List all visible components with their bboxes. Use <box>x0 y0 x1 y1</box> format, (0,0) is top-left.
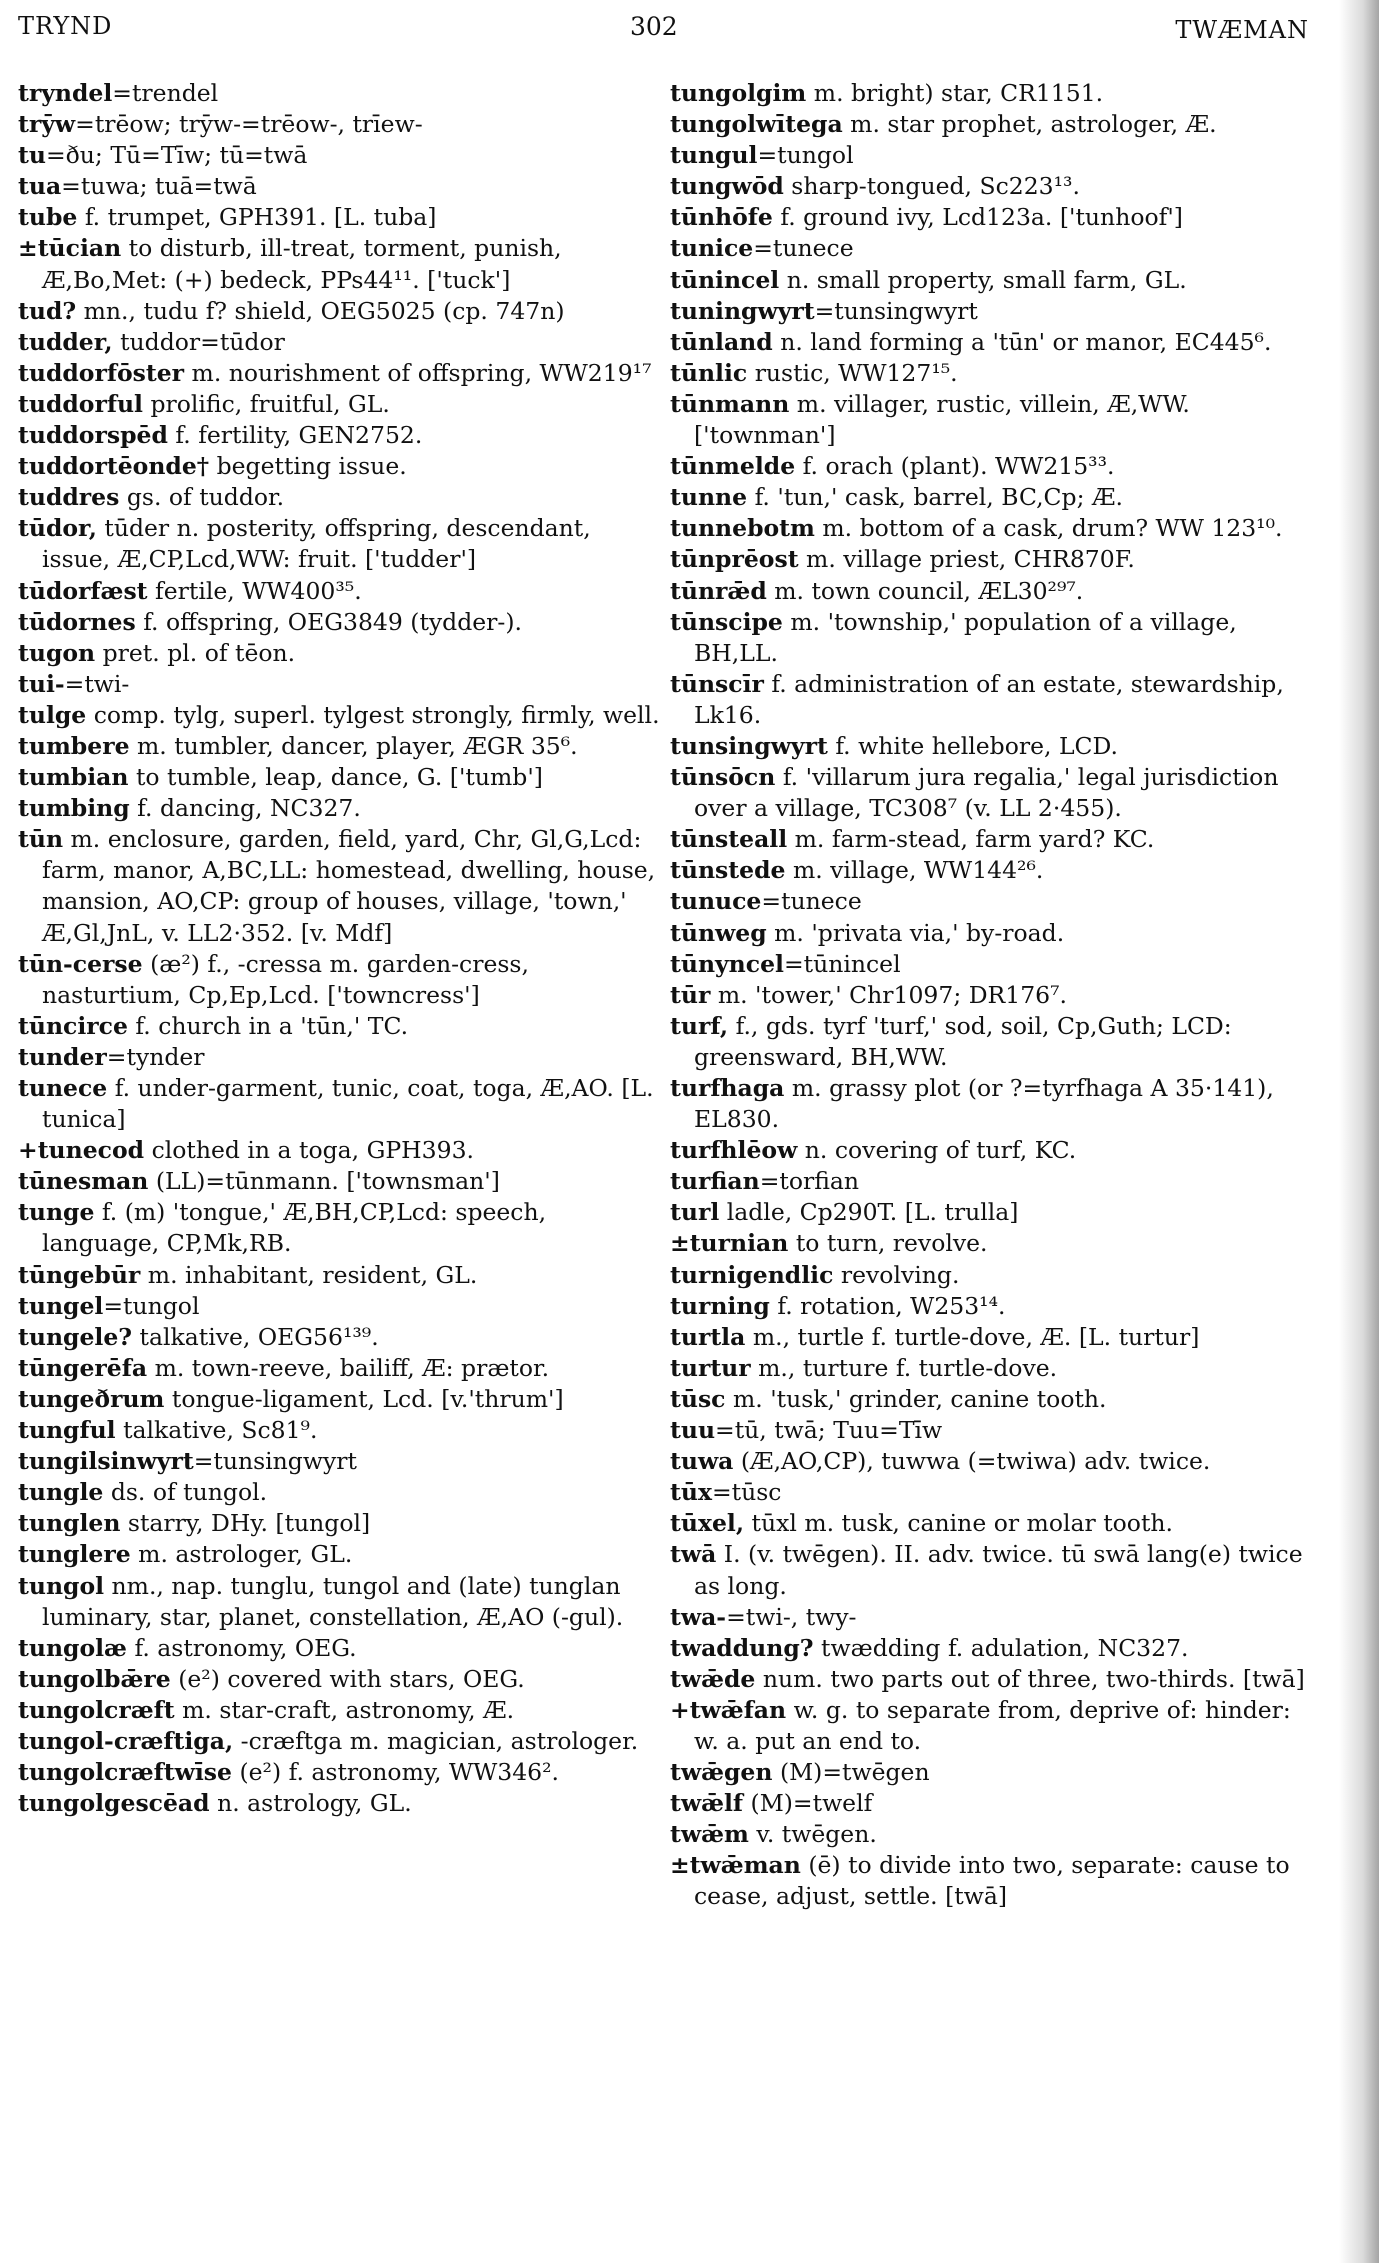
entry-definition: =trēow; trȳw-=trēow-, trīew- <box>75 110 423 139</box>
entry-headword: tūnscipe <box>670 607 783 636</box>
dictionary-entry <box>670 544 1322 575</box>
entry-headword: tūn <box>18 825 64 854</box>
dictionary-entry <box>18 949 666 1011</box>
entry-definition: (M)=twelf <box>750 1789 873 1818</box>
dictionary-entry <box>18 1571 666 1633</box>
entry-definition: f. white hellebore, LCD. <box>835 731 1119 760</box>
entry-definition: f. under-garment, tunic, coat, toga, Æ,AO. [L. tunica] <box>42 1074 662 1134</box>
entry-definition: gs. of tuddor. <box>126 483 285 512</box>
entry-definition: m. village, WW144²⁶. <box>792 856 1044 885</box>
dictionary-entry <box>18 1322 666 1353</box>
dictionary-entry <box>18 109 666 140</box>
entry-definition: f. church in a 'tūn,' TC. <box>135 1011 409 1040</box>
entry-definition: (M)=twēgen <box>779 1758 930 1787</box>
dictionary-entry <box>670 1508 1322 1539</box>
dictionary-entry <box>18 296 666 327</box>
dictionary-entry <box>670 1384 1322 1415</box>
dictionary-entry <box>670 669 1322 731</box>
entry-headword: tunder <box>18 1042 107 1071</box>
entry-headword: tungle <box>18 1478 104 1507</box>
dictionary-entry <box>670 202 1322 233</box>
entry-headword: turfhaga <box>670 1074 785 1102</box>
entry-definition: revolving. <box>840 1260 960 1289</box>
entry-headword: tunglere <box>18 1540 131 1569</box>
dictionary-entry <box>18 420 666 451</box>
entry-headword: tryndel <box>18 79 113 107</box>
entry-definition: comp. tylg, superl. tylgest strongly, firmly, well. <box>93 700 660 729</box>
page-header <box>0 0 1379 70</box>
dictionary-entry <box>670 451 1322 482</box>
dictionary-entry <box>18 1695 666 1726</box>
dictionary-entry <box>18 1633 666 1664</box>
dictionary-entry <box>670 1477 1322 1508</box>
dictionary-entry <box>18 1384 666 1415</box>
left-column <box>18 78 666 1819</box>
entry-definition: m. grassy plot (or ?=tyrfhaga A 35·141), EL830. <box>694 1074 1282 1134</box>
dictionary-entry <box>670 1353 1322 1384</box>
entry-definition: talkative, Sc81⁹. <box>123 1416 318 1445</box>
entry-headword: turl <box>670 1198 720 1227</box>
dictionary-entry <box>670 762 1322 824</box>
entry-definition: =tū, twā; Tuu=Tīw <box>715 1416 943 1445</box>
dictionary-entry <box>18 202 666 233</box>
entry-headword: tūngebūr <box>18 1260 141 1289</box>
dictionary-entry <box>18 1477 666 1508</box>
entry-headword: tuddorfōster <box>18 358 185 387</box>
dictionary-entry <box>670 513 1322 544</box>
dictionary-entry <box>670 949 1322 980</box>
entry-definition: m. star-craft, astronomy, Æ. <box>182 1695 515 1724</box>
entry-definition: tongue-ligament, Lcd. [v.'thrum'] <box>171 1384 564 1413</box>
entry-headword: turning <box>670 1291 770 1320</box>
entry-definition: =trendel <box>112 79 219 107</box>
entry-headword: tunglen <box>18 1509 121 1538</box>
entry-headword: trȳw <box>18 110 76 139</box>
entry-definition: f. astronomy, OEG. <box>134 1633 357 1662</box>
dictionary-entry <box>670 1260 1322 1291</box>
entry-headword: tungeðrum <box>18 1384 165 1413</box>
entry-headword: tūnincel <box>670 265 780 294</box>
dictionary-entry <box>670 389 1322 451</box>
entry-definition: f. ground ivy, Lcd123a. ['tunhoof'] <box>780 203 1183 232</box>
entry-headword: tungele? <box>18 1322 133 1351</box>
entry-definition: (e²) f. astronomy, WW346². <box>239 1758 559 1787</box>
entry-headword: tunge <box>18 1198 95 1227</box>
dictionary-entry <box>670 576 1322 607</box>
entry-definition: n. land forming a 'tūn' or manor, EC445⁶. <box>780 327 1272 356</box>
entry-headword: tuu <box>670 1416 716 1445</box>
entry-headword: tūnlic <box>670 358 748 387</box>
dictionary-entry <box>670 980 1322 1011</box>
entry-headword: tuddorful <box>18 389 143 418</box>
entry-headword: turtur <box>670 1353 751 1382</box>
dictionary-entry <box>18 513 666 575</box>
entry-headword: tuddres <box>18 483 120 512</box>
dictionary-entry <box>18 669 666 700</box>
dictionary-entry <box>670 1322 1322 1353</box>
dictionary-entry <box>18 576 666 607</box>
entry-headword: ±twǣman <box>670 1851 801 1880</box>
entry-definition: m. enclosure, garden, field, yard, Chr, Gl,G,Lcd: farm, manor, A,BC,LL: homestead, dwelling, house, mansion, AO,CP: group of houses, village, 'town,' Æ,Gl,JnL, v. LL2·352. [v. Mdf] <box>42 825 663 947</box>
dictionary-entry <box>18 793 666 824</box>
entry-definition: =tunece <box>753 234 854 263</box>
entry-headword: tūdornes <box>18 607 136 636</box>
dictionary-entry <box>670 482 1322 513</box>
header-last-headword: TWÆMAN <box>1175 16 1309 44</box>
dictionary-entry <box>18 327 666 358</box>
entry-definition: pret. pl. of tēon. <box>102 638 296 667</box>
dictionary-entry <box>670 1788 1322 1819</box>
entry-headword: tūdor, <box>18 514 97 543</box>
entry-definition: v. twēgen. <box>756 1820 877 1849</box>
entry-headword: twā <box>670 1540 717 1569</box>
entry-headword: turfhlēow <box>670 1136 798 1165</box>
entry-headword: tūnesman <box>18 1167 149 1196</box>
dictionary-entry <box>18 233 666 295</box>
entry-headword: tuwa <box>670 1447 734 1476</box>
dictionary-entry <box>18 762 666 793</box>
entry-headword: tūnprēost <box>670 545 799 574</box>
entry-definition: num. two parts out of three, two-thirds. [twā] <box>762 1664 1305 1693</box>
entry-headword: tungol-cræftiga, <box>18 1726 234 1755</box>
dictionary-entry <box>18 638 666 669</box>
entry-headword: tulge <box>18 700 87 729</box>
dictionary-entry <box>670 358 1322 389</box>
dictionary-entry <box>670 1135 1322 1166</box>
entry-definition: w. g. to separate from, deprive of: hinder: w. a. put an end to. <box>694 1695 1299 1755</box>
entry-headword: tungolæ <box>18 1633 127 1662</box>
entry-definition: begetting issue. <box>216 452 407 481</box>
entry-headword: tui- <box>18 669 65 698</box>
dictionary-entry <box>670 1539 1322 1601</box>
entry-headword: tūnmann <box>670 389 790 418</box>
entry-headword: tūncirce <box>18 1011 128 1040</box>
entry-headword: tūnrǣd <box>670 576 767 605</box>
dictionary-entry <box>670 1695 1322 1757</box>
dictionary-entry <box>670 1633 1322 1664</box>
entry-headword: tūn-cerse <box>18 949 143 978</box>
entry-headword: ±turnian <box>670 1229 789 1258</box>
entry-headword: tūnland <box>670 327 773 356</box>
entry-definition: m. 'tower,' Chr1097; DR176⁷. <box>717 980 1067 1009</box>
entry-definition: m. nourishment of offspring, WW219¹⁷ <box>191 358 652 387</box>
dictionary-entry <box>670 1602 1322 1633</box>
entry-definition: talkative, OEG56¹³⁹. <box>139 1322 379 1351</box>
entry-headword: tungolwītega <box>670 110 843 139</box>
entry-headword: tūnscīr <box>670 669 764 698</box>
dictionary-entry <box>18 607 666 638</box>
dictionary-entry <box>18 1508 666 1539</box>
entry-headword: twǣde <box>670 1664 756 1693</box>
entry-headword: twa- <box>670 1602 727 1631</box>
entry-headword: tumbere <box>18 731 130 760</box>
entry-headword: tungol <box>18 1571 105 1600</box>
entry-headword: tua <box>18 172 62 201</box>
entry-definition: n. small property, small farm, GL. <box>786 265 1187 294</box>
entry-headword: turf, <box>670 1011 729 1040</box>
entry-definition: =tynder <box>106 1042 205 1071</box>
entry-definition: =tunsingwyrt <box>814 296 978 325</box>
dictionary-entry <box>670 607 1322 669</box>
entry-headword: tungolcræft <box>18 1695 175 1724</box>
entry-definition: tuddor=tūdor <box>120 327 285 356</box>
dictionary-entry <box>18 389 666 420</box>
entry-definition: =twi- <box>64 669 130 698</box>
entry-definition: f. dancing, NC327. <box>137 794 361 823</box>
dictionary-entry <box>670 1664 1322 1695</box>
dictionary-entry <box>670 1291 1322 1322</box>
entry-headword: tungilsinwyrt <box>18 1447 194 1476</box>
dictionary-entry <box>670 78 1322 109</box>
entry-definition: ds. of tungol. <box>110 1478 268 1507</box>
entry-headword: tūdorfæst <box>18 576 148 605</box>
dictionary-entry <box>670 1197 1322 1228</box>
entry-definition: =tuwa; tuā=twā <box>61 172 257 201</box>
dictionary-entry <box>18 1415 666 1446</box>
entry-headword: tu <box>18 141 46 170</box>
entry-definition: (e²) covered with stars, OEG. <box>178 1664 525 1693</box>
entry-definition: -cræftga m. magician, astrologer. <box>240 1726 639 1755</box>
entry-definition: mn., tudu f? shield, OEG5025 (cp. 747n) <box>83 296 565 325</box>
entry-definition: n. astrology, GL. <box>217 1789 412 1818</box>
entry-headword: tūxel, <box>670 1509 745 1538</box>
entry-headword: tumbian <box>18 763 129 792</box>
entry-definition: =torfian <box>759 1167 860 1196</box>
entry-definition: f. orach (plant). WW215³³. <box>802 452 1115 481</box>
entry-definition: clothed in a toga, GPH393. <box>151 1136 474 1165</box>
entry-headword: tugon <box>18 638 96 667</box>
entry-headword: tuddorspēd <box>18 421 168 450</box>
entry-definition: =tunece <box>761 887 862 916</box>
entry-headword: tungolgim <box>670 79 807 107</box>
entry-definition: m. 'privata via,' by-road. <box>774 918 1065 947</box>
entry-headword: tūx <box>670 1478 712 1507</box>
entry-definition: =twi-, twy- <box>726 1602 857 1631</box>
dictionary-entry <box>18 1135 666 1166</box>
dictionary-entry <box>18 1166 666 1197</box>
entry-definition: m., turture f. turtle-dove. <box>758 1353 1058 1382</box>
entry-definition: prolific, fruitful, GL. <box>150 389 390 418</box>
dictionary-entry <box>670 1415 1322 1446</box>
entry-definition: m. tumbler, dancer, player, ÆGR 35⁶. <box>137 731 578 760</box>
entry-definition: m. villager, rustic, villein, Æ,WW. ['townman'] <box>694 389 1198 450</box>
entry-headword: tungolgescēad <box>18 1789 210 1818</box>
entry-headword: tūnstede <box>670 856 786 885</box>
entry-definition: f. rotation, W253¹⁴. <box>777 1291 1006 1320</box>
entry-definition: m. star prophet, astrologer, Æ. <box>850 110 1217 139</box>
entry-headword: tungwōd <box>670 172 784 201</box>
dictionary-entry <box>670 233 1322 264</box>
dictionary-entry <box>670 1850 1322 1912</box>
entry-headword: +twǣfan <box>670 1695 787 1724</box>
entry-definition: m. astrologer, GL. <box>138 1540 353 1569</box>
entry-definition: m. bottom of a cask, drum? WW 123¹⁰. <box>822 514 1283 543</box>
dictionary-entry <box>18 824 666 948</box>
entry-definition: fertile, WW400³⁵. <box>155 576 362 605</box>
entry-headword: tunne <box>670 483 748 512</box>
entry-headword: tungolcræftwīse <box>18 1758 232 1787</box>
entry-definition: to turn, revolve. <box>795 1229 988 1258</box>
dictionary-entry <box>18 700 666 731</box>
dictionary-entry <box>18 1353 666 1384</box>
entry-definition: f. 'tun,' cask, barrel, BC,Cp; Æ. <box>754 483 1123 512</box>
dictionary-entry <box>670 855 1322 886</box>
dictionary-entry <box>670 140 1322 171</box>
entry-definition: f. (m) 'tongue,' Æ,BH,CP,Lcd: speech, language, CP,Mk,RB. <box>42 1198 554 1258</box>
entry-definition: =tūsc <box>711 1478 782 1507</box>
entry-definition: =tunsingwyrt <box>193 1447 357 1476</box>
dictionary-entry <box>18 1197 666 1259</box>
entry-headword: tūnweg <box>670 918 767 947</box>
dictionary-entry <box>18 1042 666 1073</box>
entry-definition: f. fertility, GEN2752. <box>175 421 423 450</box>
entry-headword: twaddung? <box>670 1633 814 1662</box>
entry-definition: m. farm-stead, farm yard? KC. <box>794 825 1155 854</box>
dictionary-entry <box>670 1446 1322 1477</box>
entry-definition: tūxl m. tusk, canine or molar tooth. <box>751 1509 1173 1538</box>
entry-headword: turtla <box>670 1322 746 1351</box>
entry-definition: (æ²) f., -cressa m. garden-cress, nasturtium, Cp,Ep,Lcd. ['towncress'] <box>42 949 537 1009</box>
dictionary-entry <box>670 1819 1322 1850</box>
dictionary-entry <box>18 1446 666 1477</box>
entry-definition: =tungol <box>757 141 854 170</box>
entry-definition: m. town-reeve, bailiff, Æ: prætor. <box>154 1353 550 1382</box>
entry-headword: twǣgen <box>670 1758 773 1787</box>
entry-headword: tuddortēonde† <box>18 452 210 481</box>
entry-definition: to tumble, leap, dance, G. ['tumb'] <box>135 763 543 792</box>
entry-headword: tungul <box>670 141 758 170</box>
entry-headword: tunsingwyrt <box>670 731 828 760</box>
entry-headword: tūngerēfa <box>18 1353 148 1382</box>
entry-headword: tūnhōfe <box>670 203 773 232</box>
dictionary-entry <box>18 1260 666 1291</box>
entry-definition: m. 'township,' population of a village, BH,LL. <box>694 607 1245 667</box>
entry-headword: turnigendlic <box>670 1260 834 1289</box>
dictionary-entry <box>670 918 1322 949</box>
dictionary-entry <box>18 482 666 513</box>
entry-headword: tube <box>18 203 78 232</box>
entry-headword: tumbing <box>18 794 130 823</box>
entry-headword: tunnebotm <box>670 514 815 543</box>
entry-definition: m. inhabitant, resident, GL. <box>147 1260 478 1289</box>
dictionary-entry <box>670 731 1322 762</box>
entry-definition: =ðu; Tū=Tīw; tū=twā <box>45 141 308 170</box>
entry-headword: tungolbǣre <box>18 1664 171 1693</box>
entry-headword: tūnsōcn <box>670 763 776 792</box>
dictionary-entry <box>18 1011 666 1042</box>
entry-definition: ladle, Cp290T. [L. trulla] <box>726 1198 1019 1227</box>
entry-definition: tūder n. posterity, offspring, descendant, issue, Æ,CP,Lcd,WW: fruit. ['tudder'] <box>42 514 599 574</box>
entry-headword: twǣm <box>670 1820 749 1849</box>
entry-definition: m. 'tusk,' grinder, canine tooth. <box>732 1384 1107 1413</box>
dictionary-entry <box>18 358 666 389</box>
entry-definition: f., gds. tyrf 'turf,' sod, soil, Cp,Guth; LCD: greensward, BH,WW. <box>694 1011 1240 1071</box>
entry-headword: tungel <box>18 1291 104 1320</box>
entry-headword: tunice <box>670 234 754 263</box>
entry-definition: =tūnincel <box>783 949 901 978</box>
entry-headword: tungful <box>18 1416 116 1445</box>
entry-headword: tunuce <box>670 887 762 916</box>
entry-headword: tūsc <box>670 1384 726 1413</box>
entry-definition: (ē) to divide into two, separate: cause to cease, adjust, settle. [twā] <box>694 1851 1298 1911</box>
entry-definition: m., turtle f. turtle-dove, Æ. [L. turtur] <box>752 1322 1200 1351</box>
entry-definition: (LL)=tūnmann. ['townsman'] <box>155 1167 500 1196</box>
entry-definition: nm., nap. tunglu, tungol and (late) tunglan luminary, star, planet, constellation, Æ,AO (-gul). <box>42 1571 628 1631</box>
entry-headword: twǣlf <box>670 1789 744 1818</box>
entry-definition: f. 'villarum jura regalia,' legal jurisdiction over a village, TC308⁷ (v. LL 2·455). <box>694 763 1286 823</box>
dictionary-entry <box>18 1726 666 1757</box>
entry-headword: tunece <box>18 1074 108 1102</box>
dictionary-entry <box>18 731 666 762</box>
entry-definition: starry, DHy. [tungol] <box>127 1509 371 1538</box>
entry-definition: rustic, WW127¹⁵. <box>754 358 958 387</box>
dictionary-entry <box>670 1073 1322 1135</box>
entry-definition: I. (v. twēgen). II. adv. twice. tū swā lang(e) twice as long. <box>694 1540 1311 1600</box>
entry-headword: tūnsteall <box>670 825 788 854</box>
entry-headword: turfian <box>670 1167 760 1196</box>
dictionary-entry <box>670 1011 1322 1073</box>
dictionary-entry <box>18 451 666 482</box>
header-first-headword: TRYND <box>18 12 113 40</box>
dictionary-entry <box>670 1757 1322 1788</box>
page-number: 302 <box>630 12 678 41</box>
dictionary-entry <box>670 296 1322 327</box>
entry-definition: m. bright) star, CR1151. <box>813 79 1104 107</box>
dictionary-entry <box>18 1664 666 1695</box>
dictionary-entry <box>18 1539 666 1570</box>
dictionary-entry <box>18 1073 666 1135</box>
dictionary-entry <box>18 1291 666 1322</box>
entry-definition: (Æ,AO,CP), tuwwa (=twiwa) adv. twice. <box>740 1447 1211 1476</box>
right-column <box>670 78 1322 1913</box>
entry-headword: tūnyncel <box>670 949 784 978</box>
entry-headword: tūr <box>670 980 711 1009</box>
dictionary-entry <box>670 171 1322 202</box>
dictionary-entry <box>670 886 1322 917</box>
entry-definition: m. town council, ÆL30²⁹⁷. <box>774 576 1084 605</box>
dictionary-entry <box>18 1788 666 1819</box>
entry-definition: f. trumpet, GPH391. [L. tuba] <box>84 203 437 232</box>
entry-definition: sharp-tongued, Sc223¹³. <box>791 172 1080 201</box>
entry-definition: n. covering of turf, KC. <box>804 1136 1077 1165</box>
dictionary-entry <box>670 1166 1322 1197</box>
dictionary-entry <box>670 109 1322 140</box>
dictionary-entry <box>18 1757 666 1788</box>
entry-headword: tudder, <box>18 327 113 356</box>
entry-headword: tūnmelde <box>670 452 796 481</box>
dictionary-entry <box>18 140 666 171</box>
dictionary-entry <box>18 78 666 109</box>
dictionary-entry <box>18 171 666 202</box>
entry-headword: tuningwyrt <box>670 296 815 325</box>
entry-definition: m. village priest, CHR870F. <box>806 545 1135 574</box>
dictionary-entry <box>670 1228 1322 1259</box>
entry-definition: f. offspring, OEG3849 (tydder-). <box>143 607 522 636</box>
dictionary-entry <box>670 824 1322 855</box>
page-edge-shadow <box>1339 0 1379 2263</box>
dictionary-entry <box>670 327 1322 358</box>
entry-definition: twædding f. adulation, NC327. <box>821 1633 1189 1662</box>
dictionary-entry <box>670 265 1322 296</box>
entry-headword: ±tūcian <box>18 234 122 263</box>
entry-definition: to disturb, ill-treat, torment, punish, Æ,Bo,Met: (+) bedeck, PPs44¹¹. ['tuck'] <box>42 234 570 294</box>
entry-definition: =tungol <box>103 1291 200 1320</box>
entry-headword: +tunecod <box>18 1136 145 1165</box>
entry-headword: tud? <box>18 296 77 325</box>
entry-definition: f. administration of an estate, stewardship, Lk16. <box>694 669 1292 729</box>
